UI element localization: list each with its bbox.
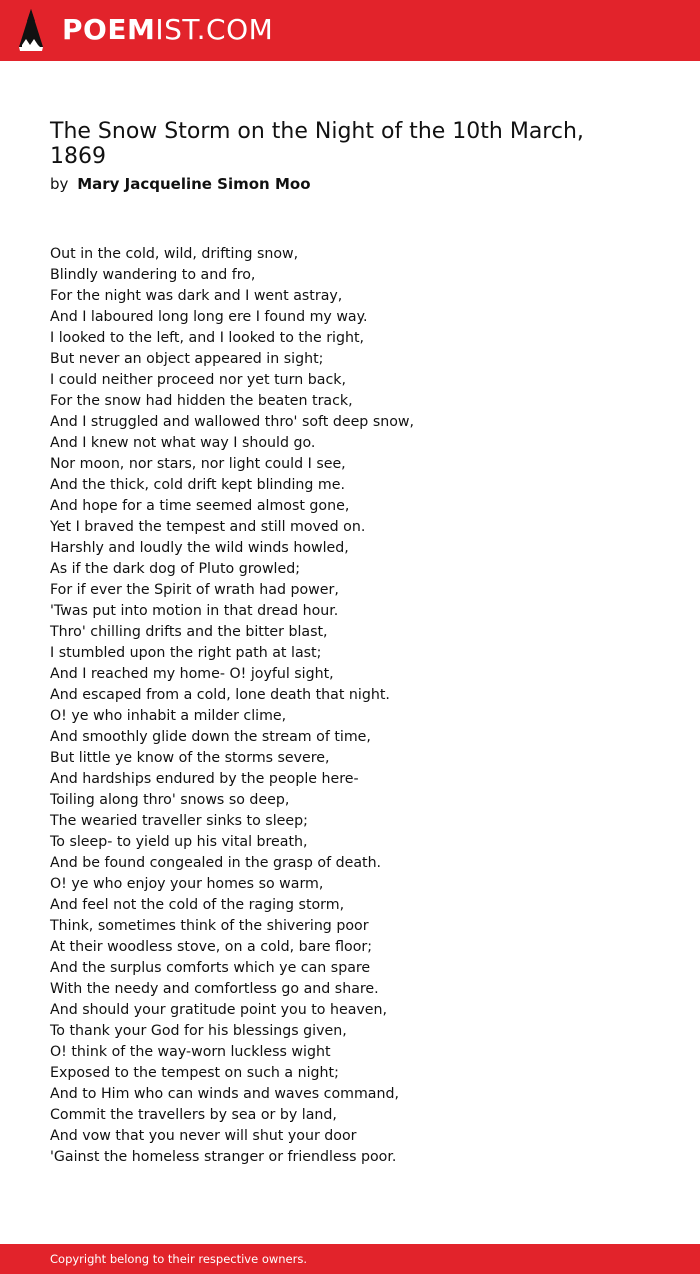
poem-line: Think, sometimes think of the shivering poor <box>50 918 369 934</box>
poem-line: And the thick, cold drift kept blinding me. <box>50 477 345 493</box>
author-name: Mary Jacqueline Simon Moo <box>77 175 311 193</box>
poem-line: Nor moon, nor stars, nor light could I see, <box>50 456 346 472</box>
poem-line: 'Twas put into motion in that dread hour. <box>50 603 339 619</box>
poem-line: And I struggled and wallowed thro' soft deep snow, <box>50 414 415 430</box>
poem-line: And I reached my home- O! joyful sight, <box>50 666 334 682</box>
poem-line: Commit the travellers by sea or by land, <box>50 1107 337 1123</box>
poem-line: To thank your God for his blessings given, <box>50 1023 347 1039</box>
site-logo[interactable] <box>62 13 273 47</box>
copyright-text: Copyright belong to their respective owners. <box>50 1252 308 1266</box>
poem-line: And escaped from a cold, lone death that night. <box>50 687 390 703</box>
poem-line: And smoothly glide down the stream of time, <box>50 729 371 745</box>
poem-line: For the snow had hidden the beaten track, <box>50 393 353 409</box>
poem-line: 'Gainst the homeless stranger or friendless poor. <box>50 1149 397 1165</box>
poem-line: Blindly wandering to and fro, <box>50 267 256 283</box>
poem-line: And feel not the cold of the raging storm, <box>50 897 345 913</box>
poem-line: And hope for a time seemed almost gone, <box>50 498 350 514</box>
poem-line: Harshly and loudly the wild winds howled, <box>50 540 349 556</box>
site-header <box>0 0 700 61</box>
poem-line: I looked to the left, and I looked to the right, <box>50 330 365 346</box>
poem-line: Yet I braved the tempest and still moved on. <box>50 519 366 535</box>
poem-line: With the needy and comfortless go and share. <box>50 981 379 997</box>
pencil-tip-icon[interactable] <box>18 9 44 51</box>
poem-line: Toiling along thro' snows so deep, <box>50 792 290 808</box>
poem-line: I stumbled upon the right path at last; <box>50 645 322 661</box>
poem-line: Exposed to the tempest on such a night; <box>50 1065 339 1081</box>
poem-line: And the surplus comforts which ye can spare <box>50 960 371 976</box>
byline <box>50 174 311 194</box>
poem-line: O! think of the way-worn luckless wight <box>50 1044 331 1060</box>
site-footer <box>0 1244 700 1274</box>
poem-line: At their woodless stove, on a cold, bare floor; <box>50 939 373 955</box>
poem-body <box>50 244 650 1168</box>
poem-line: And I knew not what way I should go. <box>50 435 316 451</box>
poem-line: For if ever the Spirit of wrath had power, <box>50 582 339 598</box>
logo-light-text: IST.COM <box>155 13 274 46</box>
poem-line: O! ye who inhabit a milder clime, <box>50 708 287 724</box>
poem-line: Thro' chilling drifts and the bitter blast, <box>50 624 328 640</box>
poem-line: O! ye who enjoy your homes so warm, <box>50 876 324 892</box>
poem-line: I could neither proceed nor yet turn back, <box>50 372 346 388</box>
poem-line: And hardships endured by the people here- <box>50 771 359 787</box>
poem-line: The wearied traveller sinks to sleep; <box>50 813 308 829</box>
poem-line: For the night was dark and I went astray, <box>50 288 343 304</box>
poem-line: Out in the cold, wild, drifting snow, <box>50 246 299 262</box>
poem-line: And vow that you never will shut your door <box>50 1128 357 1144</box>
poem-line: But never an object appeared in sight; <box>50 351 324 367</box>
poem-title: The Snow Storm on the Night of the 10th March, 1869 <box>50 119 584 169</box>
logo-bold-text: POEM <box>62 13 156 46</box>
poem-line: And to Him who can winds and waves command, <box>50 1086 399 1102</box>
poem-line: To sleep- to yield up his vital breath, <box>50 834 308 850</box>
poem-line: As if the dark dog of Pluto growled; <box>50 561 300 577</box>
poem-line: And I laboured long long ere I found my way. <box>50 309 368 325</box>
poem-line: And should your gratitude point you to heaven, <box>50 1002 388 1018</box>
poem-line: But little ye know of the storms severe, <box>50 750 330 766</box>
poem-line: And be found congealed in the grasp of death. <box>50 855 382 871</box>
by-label: by <box>50 175 69 193</box>
